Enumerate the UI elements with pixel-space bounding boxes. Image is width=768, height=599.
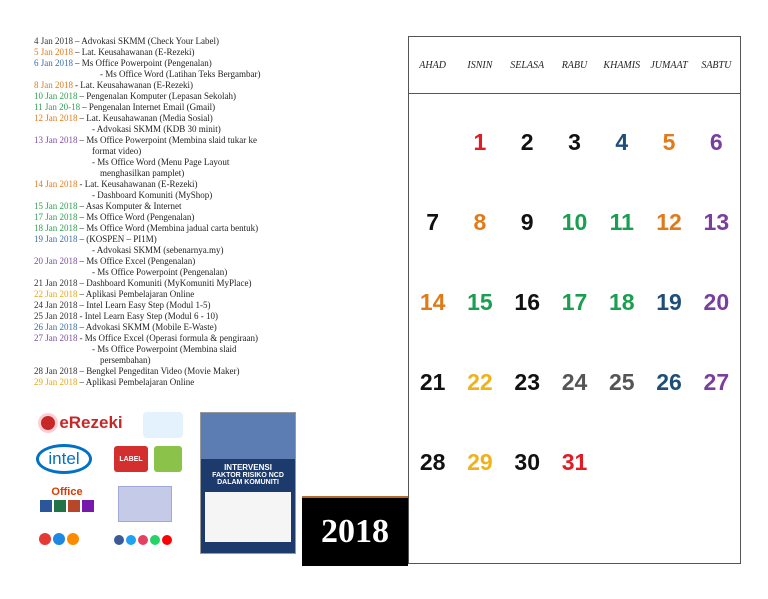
erezeki-logo [30, 410, 134, 436]
check-your-label-logo [114, 446, 148, 472]
event-item [34, 256, 304, 267]
event-item [34, 377, 304, 388]
event-date: 17 Jan 2018 [34, 212, 78, 222]
event-date: 8 Jan 2018 [34, 80, 73, 90]
calendar-day: 20 [703, 289, 730, 315]
event-date: 21 Jan 2018 [34, 278, 78, 288]
event-date: 14 Jan 2018 [34, 179, 78, 189]
year-title: 2018 [321, 513, 389, 550]
year-banner [302, 496, 408, 566]
event-date: 28 Jan 2018 [34, 366, 78, 376]
weekday-label: JUMAAT [650, 59, 688, 71]
event-date: 10 Jan 2018 [34, 91, 78, 101]
event-text: – Intel Learn Easy Step (Modul 1-5) [79, 300, 211, 310]
calendar-day: 17 [561, 289, 588, 315]
event-text: - Advokasi SKMM (KDB 30 minit) [92, 124, 221, 134]
event-date: 18 Jan 2018 [34, 223, 78, 233]
weekday-label: AHAD [419, 59, 446, 71]
intel-logo [36, 444, 92, 474]
event-text: - Intel Learn Easy Step (Modul 6 - 10) [79, 311, 218, 321]
event-item [34, 69, 304, 80]
calendar-day [693, 449, 740, 476]
event-text: - Ms Office Powerpoint (Membina slaid [92, 344, 237, 354]
event-text: – Aplikasi Pembelajaran Online [79, 289, 195, 299]
calendar-day: 23 [514, 369, 540, 395]
calendar-day: 21 [419, 369, 446, 395]
calendar-week-row [409, 129, 740, 156]
event-text: format video) [92, 146, 142, 156]
event-item [34, 168, 304, 179]
month-title: Januari [318, 152, 392, 380]
calendar-day [598, 449, 645, 476]
event-item [34, 278, 304, 289]
label-logo-text: LABEL [119, 455, 143, 463]
logo-collage [30, 410, 300, 560]
event-text: – (KOSPEN – PI1M) [79, 234, 157, 244]
office-logo-text: Office [51, 486, 83, 498]
event-text: - Lat. Keusahawanan (E-Rezeki) [75, 80, 193, 90]
calendar-day: 28 [419, 449, 446, 475]
event-item [34, 80, 304, 91]
calendar-day: 25 [608, 369, 635, 395]
event-text: – Pengenalan Komputer (Lepasan Sekolah) [79, 91, 236, 101]
event-text: - Ms Office Word (Latihan Teks Bergambar) [100, 69, 261, 79]
event-item [34, 124, 304, 135]
event-item [34, 47, 304, 58]
calendar-day: 22 [467, 369, 493, 395]
event-item [34, 179, 304, 190]
event-text: – Bengkel Pengeditan Video (Movie Maker) [79, 366, 240, 376]
calendar-day: 11 [609, 209, 634, 235]
weekday-label: RABU [561, 59, 588, 71]
calendar-day: 24 [561, 369, 588, 395]
calendar-day: 4 [615, 129, 629, 155]
calendar-day: 13 [703, 209, 730, 235]
calendar-day: 27 [703, 369, 730, 395]
weekday-label: SELASA [510, 59, 545, 71]
event-item [34, 300, 304, 311]
calendar-grid [408, 36, 741, 564]
event-text: - Ms Office Powerpoint (Pengenalan) [92, 267, 228, 277]
event-item [34, 311, 304, 322]
calendar-day: 5 [662, 129, 676, 155]
calendar-week-row [409, 289, 740, 316]
flower-icon [41, 416, 55, 430]
event-item [34, 322, 304, 333]
calendar-day: 12 [656, 209, 682, 235]
event-text: – Lat. Keusahawanan (Media Sosial) [79, 113, 213, 123]
event-date: 29 Jan 2018 [34, 377, 78, 387]
children-internet-logo [118, 486, 172, 522]
calendar-day: 9 [520, 209, 534, 235]
event-list [34, 36, 304, 388]
event-item [34, 102, 304, 113]
calendar-day: 19 [656, 289, 682, 315]
event-text: - Lat. Keusahawanan (E-Rezeki) [79, 179, 198, 189]
event-text: – Lat. Keusahawanan (E-Rezeki) [75, 47, 195, 57]
office-logo [34, 482, 100, 516]
event-date: 25 Jan 2018 [34, 311, 78, 321]
calendar-day: 31 [561, 449, 588, 475]
event-text: - Ms Office Excel (Operasi formula & pengiraan) [79, 333, 259, 343]
weekday-label: KHAMIS [603, 59, 641, 71]
event-text: – Asas Komputer & Internet [79, 201, 182, 211]
event-date: 19 Jan 2018 [34, 234, 78, 244]
event-date: 11 Jan 20-18 [34, 102, 81, 112]
event-text: – Ms Office Powerpoint (Membina slaid tukar ke [79, 135, 258, 145]
poster-title-3: DALAM KOMUNITI [217, 479, 279, 486]
event-date: 24 Jan 2018 [34, 300, 78, 310]
calendar-day: 2 [520, 129, 534, 155]
mobile-ewaste-logo [154, 446, 182, 472]
event-text: – Advokasi SKMM (Mobile E-Waste) [79, 322, 217, 332]
calendar-day: 10 [561, 209, 588, 235]
event-item [34, 190, 304, 201]
event-date: 22 Jan 2018 [34, 289, 78, 299]
event-text: menghasilkan pamplet) [100, 168, 185, 178]
calendar-week-row [409, 209, 740, 236]
event-item [34, 113, 304, 124]
weekday-label: SABTU [701, 59, 732, 71]
event-item [34, 267, 304, 278]
social-media-icons [110, 526, 176, 554]
event-item [34, 36, 304, 47]
poster-title-2: FAKTOR RISIKO NCD [212, 472, 284, 479]
app-icons-logo [143, 412, 183, 438]
calendar-day: 3 [568, 129, 581, 155]
event-item [34, 366, 304, 377]
event-item [34, 91, 304, 102]
calendar-day: 18 [608, 289, 635, 315]
event-date: 6 Jan 2018 [34, 58, 73, 68]
weekday-label: ISNIN [467, 59, 493, 71]
event-text: – Ms Office Excel (Pengenalan) [79, 256, 196, 266]
calendar-day: 26 [656, 369, 682, 395]
event-text: - Ms Office Word (Menu Page Layout [92, 157, 230, 167]
event-item [34, 58, 304, 69]
event-date: 4 Jan 2018 [34, 36, 73, 46]
calendar-day [645, 449, 692, 476]
event-date: 13 Jan 2018 [34, 135, 78, 145]
event-item [34, 201, 304, 212]
calendar-day: 16 [514, 289, 540, 315]
calendar-week-row [409, 449, 740, 476]
event-item [34, 223, 304, 234]
weekday-header [409, 37, 740, 94]
event-text: – Ms Office Word (Pengenalan) [79, 212, 195, 222]
calendar-day: 8 [473, 209, 487, 235]
calendar-day: 15 [467, 289, 493, 315]
event-text: - Advokasi SKMM (sebenarnya.my) [92, 245, 224, 255]
event-item [34, 146, 304, 157]
intel-logo-text: intel [48, 449, 80, 468]
calendar-day [409, 129, 456, 156]
event-text: persembahan) [100, 355, 151, 365]
event-date: 20 Jan 2018 [34, 256, 78, 266]
event-item [34, 245, 304, 256]
event-date: 15 Jan 2018 [34, 201, 78, 211]
calendar-day: 1 [473, 129, 487, 155]
ncd-poster [200, 412, 296, 554]
calendar-day: 30 [514, 449, 540, 475]
calendar-day: 14 [419, 289, 446, 315]
community-people-icon [38, 524, 80, 554]
erezeki-logo-text: eRezeki [59, 413, 123, 432]
event-item [34, 212, 304, 223]
event-item [34, 344, 304, 355]
event-text: - Dashboard Komuniti (MyShop) [92, 190, 213, 200]
event-date: 12 Jan 2018 [34, 113, 78, 123]
event-text: – Aplikasi Pembelajaran Online [79, 377, 195, 387]
event-date: 5 Jan 2018 [34, 47, 73, 57]
event-item [34, 355, 304, 366]
event-text: – Advokasi SKMM (Check Your Label) [75, 36, 219, 46]
event-text: – Ms Office Word (Membina jadual carta bentuk) [79, 223, 259, 233]
event-item [34, 157, 304, 168]
event-text: – Pengenalan Internet Email (Gmail) [82, 102, 216, 112]
calendar-day: 7 [426, 209, 440, 235]
event-text: – Ms Office Powerpoint (Pengenalan) [75, 58, 212, 68]
event-date: 26 Jan 2018 [34, 322, 78, 332]
event-item [34, 333, 304, 344]
office-apps-icons [40, 500, 94, 512]
event-item [34, 289, 304, 300]
poster-title-1: INTERVENSI [224, 463, 272, 472]
event-item [34, 135, 304, 146]
event-date: 27 Jan 2018 [34, 333, 78, 343]
month-banner [302, 36, 408, 496]
event-item [34, 234, 304, 245]
event-text: – Dashboard Komuniti (MyKomuniti MyPlace) [79, 278, 252, 288]
calendar-day: 29 [467, 449, 493, 475]
calendar-week-row [409, 369, 740, 396]
calendar-day: 6 [709, 129, 723, 155]
